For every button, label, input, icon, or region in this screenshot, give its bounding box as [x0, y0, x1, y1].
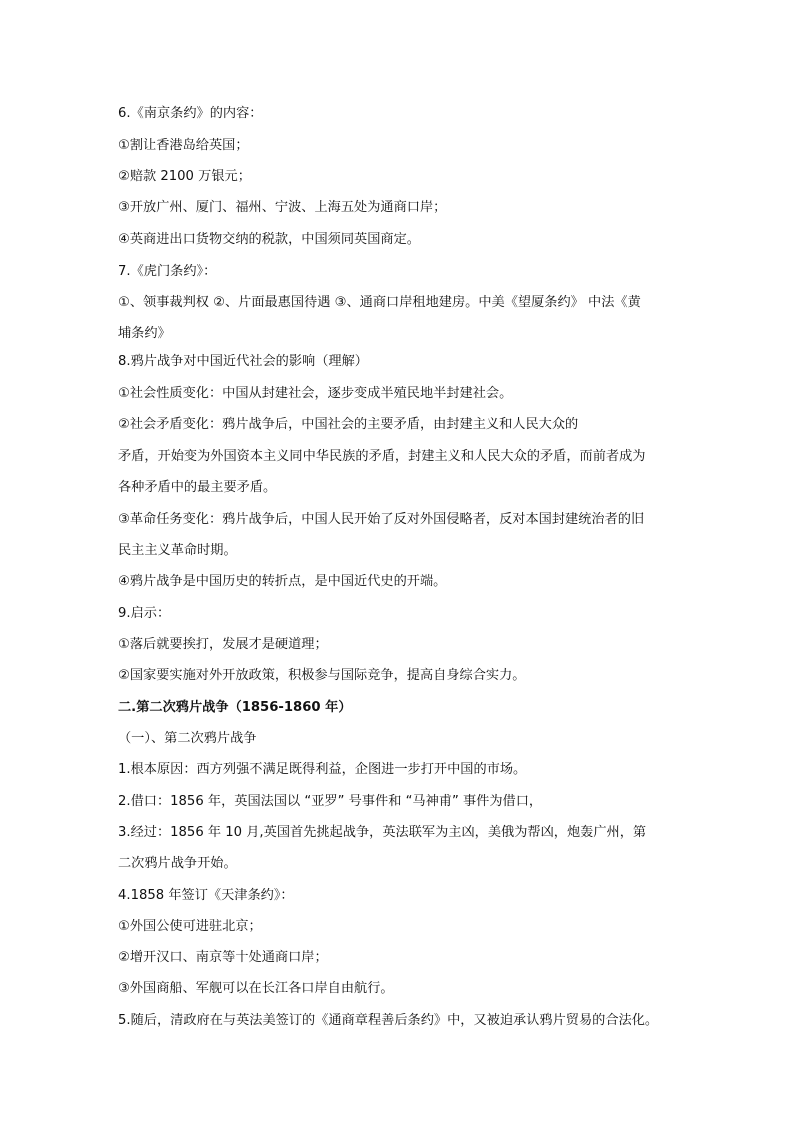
- list-item: ④鸦片战争是中国历史的转折点，是中国近代史的开端。: [118, 574, 447, 589]
- list-item: ①割让香港岛给英国；: [118, 138, 249, 153]
- section-heading: 8.鸦片战争对中国近代社会的影响（理解）: [118, 354, 368, 369]
- section-heading: 9.启示：: [118, 606, 171, 621]
- paragraph-line: 民主主义革命时期。: [118, 543, 237, 558]
- list-item: ①社会性质变化：中国从封建社会，逐步变成半殖民地半封建社会。: [118, 386, 513, 401]
- list-item: ②国家要实施对外开放政策，积极参与国际竞争，提高自身综合实力。: [118, 668, 526, 683]
- paragraph-line: 各种矛盾中的最主要矛盾。: [118, 480, 277, 495]
- paragraph-line: 5.随后，清政府在与英法美签订的《通商章程善后条约》中，又被迫承认鸦片贸易的合法化。: [118, 1013, 659, 1028]
- section-heading: 4.1858 年签订《天津条约》：: [118, 888, 294, 903]
- section-heading: （一）、第二次鸦片战争: [118, 731, 257, 746]
- list-item: ①外国公使可进驻北京；: [118, 919, 262, 934]
- list-item: ④英商进出口货物交纳的税款，中国须同英国商定。: [118, 232, 420, 247]
- section-heading: 6.《南京条约》的内容：: [118, 106, 263, 121]
- paragraph-line: 3.经过：1856 年 10 月,英国首先挑起战争，英法联军为主凶，美俄为帮凶，炮轰广州，第: [118, 825, 647, 840]
- paragraph-line: ①、领事裁判权 ②、片面最惠国待遇 ③、通商口岸租地建房。中美《望厦条约》 中法《黄: [118, 295, 641, 310]
- list-item: ②增开汉口、南京等十处通商口岸；: [118, 950, 328, 965]
- paragraph-line: 矛盾，开始变为外国资本主义同中华民族的矛盾，封建主义和人民大众的矛盾，而前者成为: [118, 449, 646, 464]
- list-item: ③革命任务变化：鸦片战争后，中国人民开始了反对外国侵略者，反对本国封建统治者的旧: [118, 512, 645, 527]
- chapter-heading: 二.第二次鸦片战争（1856-1860 年）: [118, 700, 352, 715]
- paragraph-line: 2.借口：1856 年，英国法国以 “亚罗” 号事件和 “马神甫” 事件为借口，: [118, 794, 543, 809]
- paragraph-line: 埔条约》: [118, 326, 171, 341]
- list-item: ②社会矛盾变化：鸦片战争后，中国社会的主要矛盾，由封建主义和人民大众的: [118, 417, 579, 432]
- list-item: ①落后就要挨打，发展才是硬道理；: [118, 637, 328, 652]
- paragraph-line: 二次鸦片战争开始。: [118, 856, 237, 871]
- paragraph-line: 1.根本原因：西方列强不满足既得利益，企图进一步打开中国的市场。: [118, 762, 527, 777]
- section-heading: 7.《虎门条约》：: [118, 264, 217, 279]
- list-item: ③外国商船、军舰可以在长江各口岸自由航行。: [118, 981, 394, 996]
- list-item: ③开放广州、厦门、福州、宁波、上海五处为通商口岸；: [118, 200, 447, 215]
- list-item: ②赔款 2100 万银元；: [118, 169, 251, 184]
